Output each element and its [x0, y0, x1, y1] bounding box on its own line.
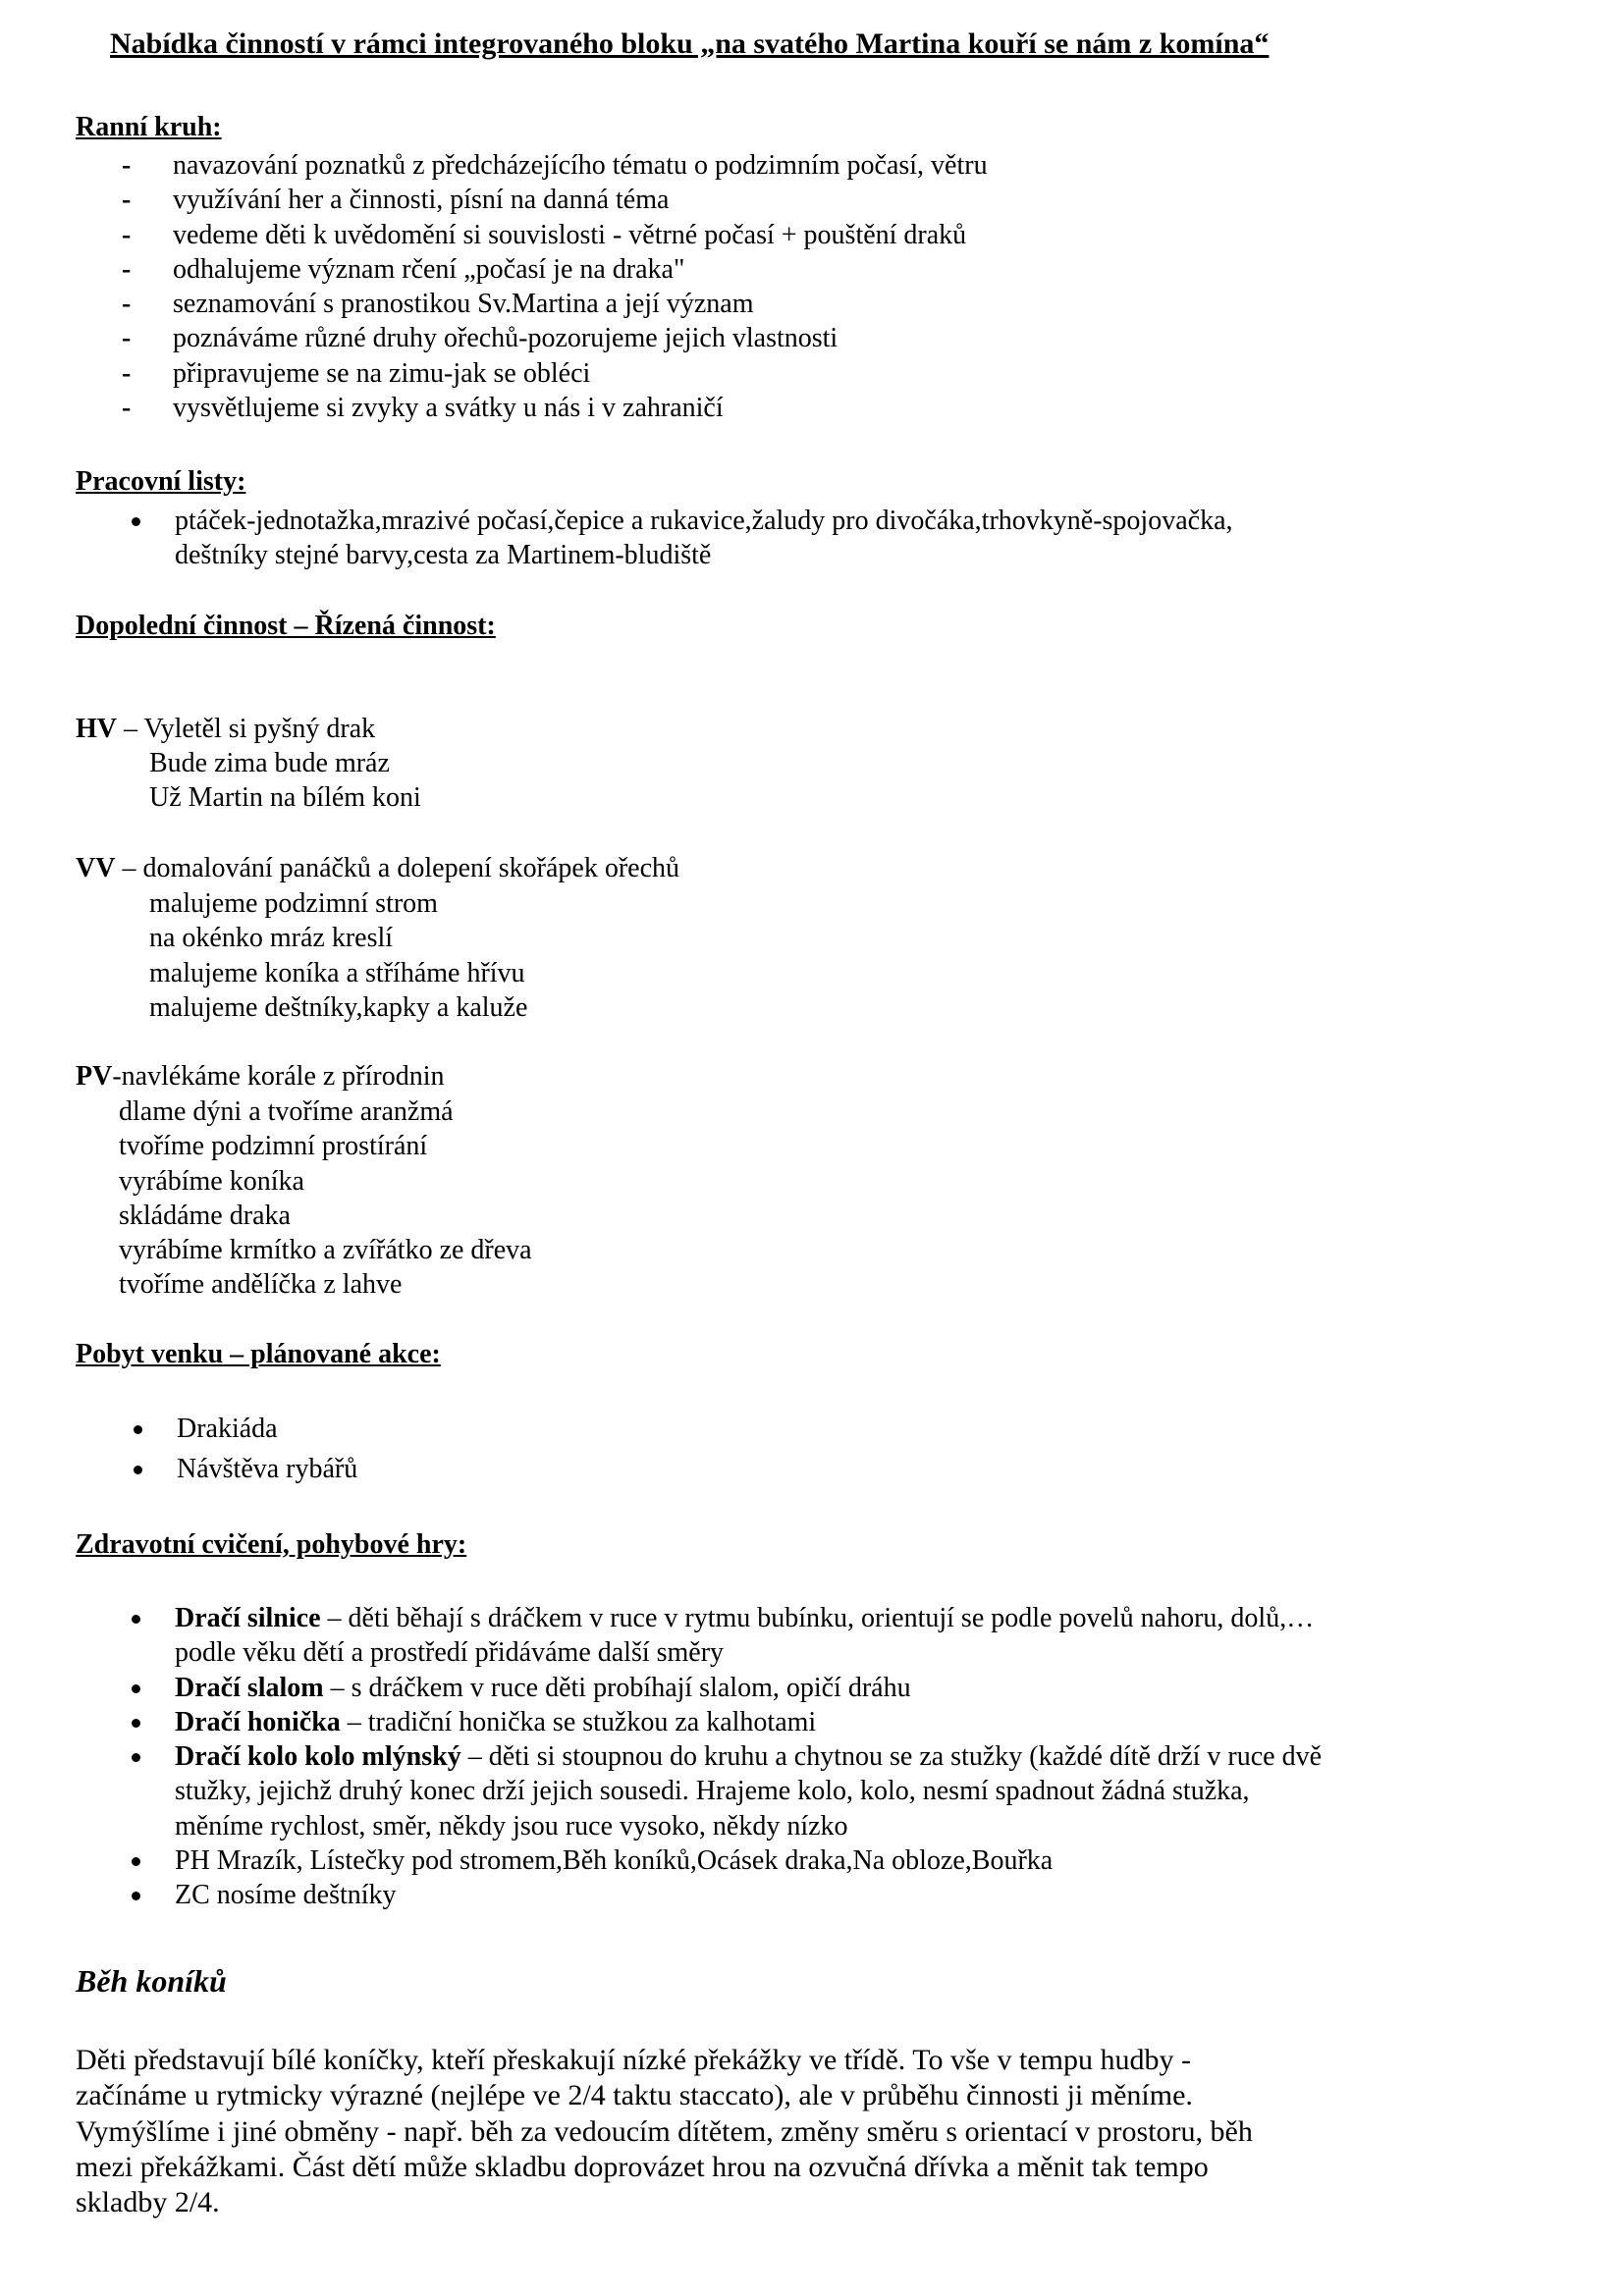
- list-item-continuation: [128, 1774, 1322, 1808]
- list-item: skládáme draka: [119, 1200, 291, 1231]
- list-item: [122, 287, 988, 321]
- list-item-text: deštníky stejné barvy,cesta za Martinem-bludiště: [175, 540, 712, 571]
- list-item-continuation: [128, 1635, 1322, 1670]
- activity-text: podle věku dětí a prostředí přidáváme další směry: [175, 1637, 725, 1669]
- list-item: Už Martin na bílém koni: [149, 782, 421, 814]
- activity-text: – děti si stoupnou do kruhu a chytnou se za stužky (každé dítě drží v ruce dvě: [460, 1741, 1323, 1773]
- list-item: [122, 321, 988, 355]
- heading-beh-koniku: Běh koníků: [76, 1963, 227, 1999]
- list-item: Bude zima bude mráz: [149, 748, 390, 778]
- list-item: vyrábíme krmítko a zvířátko ze dřeva: [119, 1235, 532, 1266]
- list-item: malujeme podzimní strom: [149, 888, 438, 919]
- list-item: vyrábíme koníka: [119, 1165, 304, 1197]
- list-item: na okénko mráz kreslí: [149, 923, 394, 954]
- pv-line: [76, 1059, 445, 1094]
- list-item: [128, 1671, 1322, 1705]
- zdravotni-list: [128, 1601, 1322, 1913]
- hv-label: HV: [76, 714, 117, 744]
- list-item-text: odhalujeme význam rčení „počasí je na draka": [173, 253, 685, 285]
- list-item-continuation: [128, 538, 1233, 572]
- list-item: dlame dýni a tvoříme aranžmá: [119, 1096, 454, 1127]
- activity-text: – děti běhají s dráčkem v ruce v rytmu bubínku, orientují se podle povelů nahoru, dolů,…: [320, 1603, 1315, 1633]
- dash-marker: -: [122, 323, 132, 354]
- list-item: [122, 391, 988, 425]
- paragraph-line: Děti představují bílé koníčky, kteří přeskakují nízké překážky ve třídě. To vše v tempu hudby -: [76, 2044, 1191, 2076]
- list-item: malujeme koníka a stříháme hřívu: [149, 957, 525, 988]
- dash-marker: -: [122, 289, 132, 320]
- hv-sublist: [149, 746, 421, 816]
- bullet-icon: [132, 1753, 140, 1762]
- list-item-text: Návštěva rybářů: [177, 1454, 358, 1485]
- list-item: [128, 1705, 1322, 1739]
- list-item: tvoříme podzimní prostírání: [119, 1131, 428, 1162]
- bullet-icon: [134, 1466, 142, 1474]
- pobyt-venku-list: [130, 1412, 357, 1487]
- heading-zdravotni-cviceni: Zdravotní cvičení, pohybové hry:: [76, 1529, 467, 1560]
- activity-name: Dračí silnice: [175, 1603, 321, 1633]
- list-item-text: ptáček-jednotažka,mrazivé počasí,čepice a rukavice,žaludy pro divočáka,trhovkyně-spojovačka,: [175, 506, 1233, 536]
- activity-name: Dračí honička: [175, 1706, 341, 1737]
- heading-dopoledni-cinnost: Dopolední činnost – Řízená činnost:: [76, 611, 496, 641]
- pv-label: PV: [76, 1061, 113, 1092]
- bullet-icon: [132, 1857, 140, 1866]
- bullet-icon: [132, 1892, 140, 1900]
- page-title: Nabídka činností v rámci integrovaného bloku „na svatého Martina kouří se nám z komína“: [110, 27, 1270, 60]
- bullet-icon: [132, 1719, 140, 1728]
- dash-marker: -: [122, 357, 132, 389]
- paragraph-line: začínáme u rytmicky výrazné (nejlépe ve 2/4 taktu staccato), ale v průběhu činnosti ji měníme.: [76, 2079, 1193, 2112]
- activity-text: – s dráčkem v ruce děti probíhají slalom, opičí dráhu: [323, 1672, 911, 1703]
- list-item-text: vedeme děti k uvědomění si souvislosti - větrné počasí + pouštění draků: [173, 219, 967, 250]
- paragraph-line: Vymýšlíme i jiné obměny - např. běh za vedoucím dítětem, změny směru s orientací v prostoru, běh: [76, 2114, 1253, 2148]
- pv-sublist: [119, 1095, 532, 1303]
- vv-sublist: [149, 886, 527, 1025]
- dash-marker: -: [122, 150, 132, 181]
- activity-text: měníme rychlost, směr, někdy jsou ruce vysoko, někdy nízko: [175, 1810, 848, 1842]
- paragraph-line: skladby 2/4.: [76, 2186, 220, 2219]
- vv-text: – domalování panáčků a dolepení skořápek ořechů: [115, 853, 680, 883]
- dash-marker: -: [122, 393, 132, 424]
- dash-marker: -: [122, 253, 132, 285]
- dash-marker: -: [122, 185, 132, 216]
- vv-line: [76, 851, 679, 885]
- activity-text: PH Mrazík, Lístečky pod stromem,Běh koníků,Ocásek draka,Na obloze,Bouřka: [175, 1845, 1054, 1877]
- bullet-icon: [132, 517, 140, 526]
- list-item-text: Drakiáda: [177, 1414, 278, 1444]
- list-item: [122, 148, 988, 183]
- list-item-continuation: [128, 1809, 1322, 1843]
- list-item: [128, 1843, 1322, 1878]
- activity-text: ZC nosíme deštníky: [175, 1880, 397, 1911]
- list-item: [128, 504, 1233, 538]
- list-item: [128, 1739, 1322, 1774]
- activity-name: Dračí kolo kolo mlýnský: [175, 1741, 461, 1773]
- list-item: [128, 1878, 1322, 1912]
- ranni-kruh-list: [122, 148, 988, 425]
- pracovni-listy-list: [128, 504, 1233, 573]
- list-item: [122, 218, 988, 252]
- bullet-icon: [134, 1425, 142, 1434]
- list-item: malujeme deštníky,kapky a kaluže: [149, 991, 528, 1023]
- activity-text: stužky, jejichž druhý konec drží jejich sousedi. Hrajeme kolo, kolo, nesmí spadnout žádná stužka,: [175, 1776, 1250, 1807]
- list-item: tvoříme andělíčka z lahve: [119, 1269, 403, 1301]
- beh-koniku-paragraph: [76, 2043, 1470, 2220]
- paragraph-line: mezi překážkami. Část dětí může skladbu doprovázet hrou na ozvučná dřívka a měnit tak tempo: [76, 2150, 1209, 2183]
- activity-name: Dračí slalom: [175, 1672, 324, 1703]
- list-item: [122, 183, 988, 217]
- bullet-icon: [132, 1684, 140, 1693]
- list-item: [128, 1601, 1322, 1635]
- bullet-icon: [132, 1615, 140, 1624]
- list-item-text: připravujeme se na zimu-jak se obléci: [173, 357, 591, 389]
- vv-label: VV: [76, 853, 116, 883]
- activity-text: – tradiční honička se stužkou za kalhotami: [340, 1706, 817, 1737]
- hv-text: – Vyletěl si pyšný drak: [117, 714, 376, 744]
- list-item: [130, 1452, 357, 1486]
- heading-pobyt-venku: Pobyt venku – plánované akce:: [76, 1339, 441, 1369]
- heading-ranni-kruh: Ranní kruh:: [76, 112, 222, 142]
- hv-line: [76, 712, 375, 746]
- heading-pracovni-listy: Pracovní listy:: [76, 466, 246, 497]
- list-item-text: poznáváme různé druhy ořechů-pozorujeme jejich vlastnosti: [173, 323, 839, 354]
- pv-text: -navlékáme korále z přírodnin: [112, 1061, 445, 1092]
- list-item: [122, 252, 988, 287]
- list-item: [130, 1412, 357, 1446]
- list-item-text: seznamování s pranostikou Sv.Martina a její význam: [173, 289, 754, 320]
- list-item-text: navazování poznatků z předcházejícího tématu o podzimním počasí, větru: [173, 150, 988, 181]
- list-item-text: využívání her a činnosti, písní na danná téma: [173, 185, 670, 216]
- dash-marker: -: [122, 219, 132, 250]
- list-item-text: vysvětlujeme si zvyky a svátky u nás i v zahraničí: [173, 393, 724, 424]
- list-item: [122, 356, 988, 391]
